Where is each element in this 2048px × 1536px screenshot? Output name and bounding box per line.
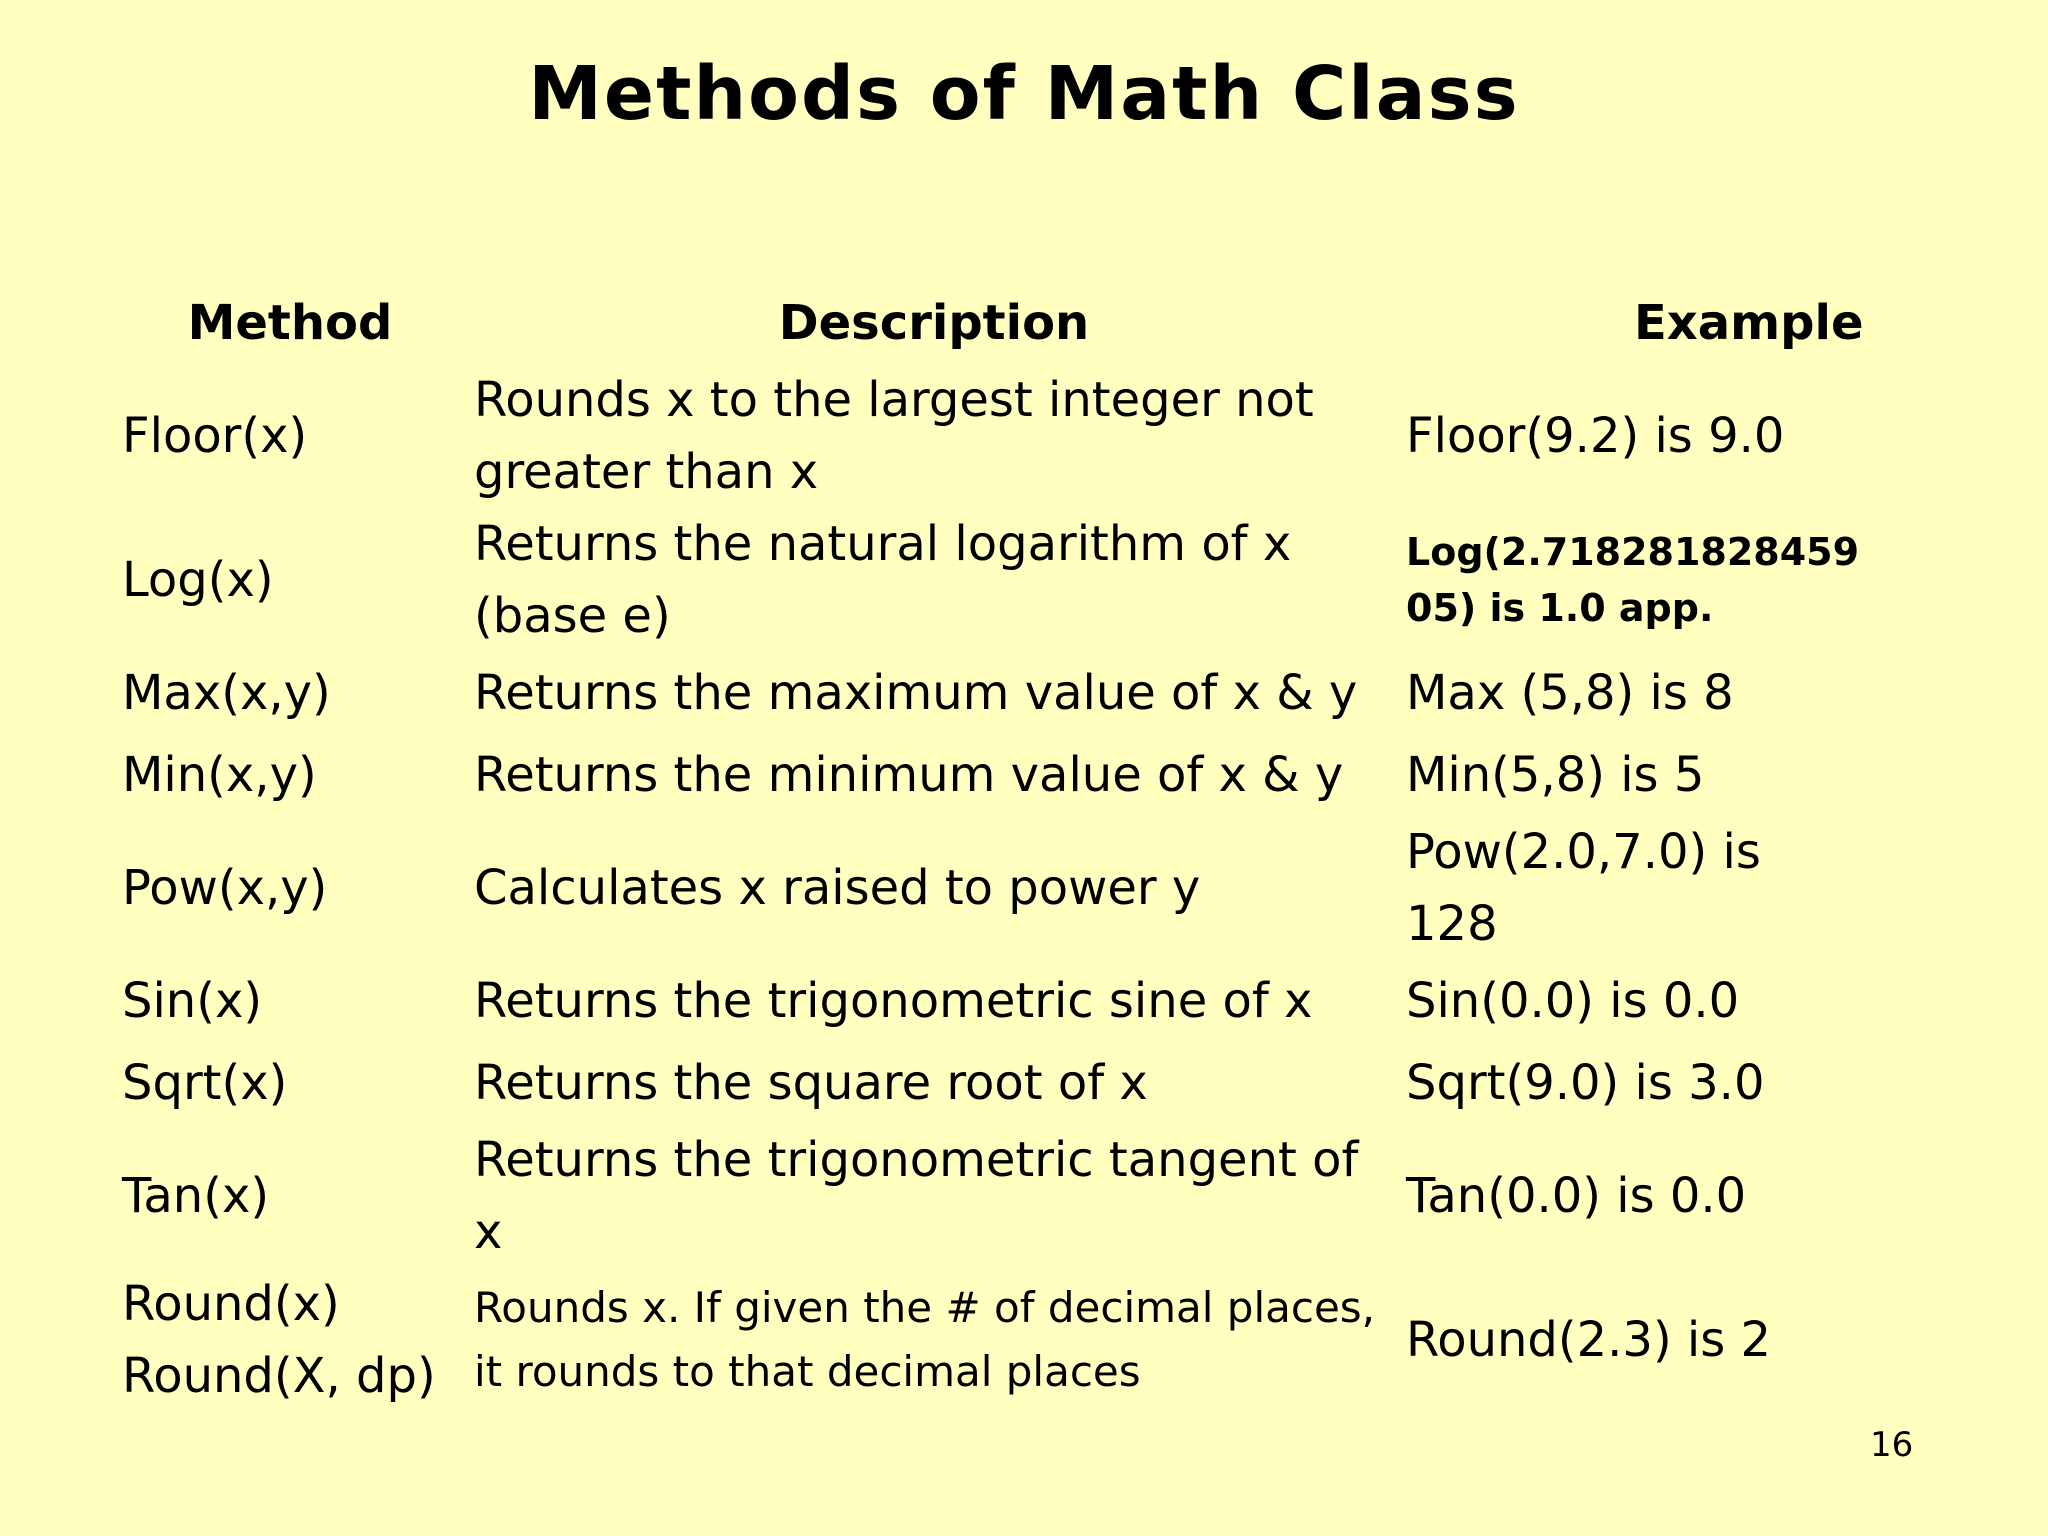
example-cell: Tan(0.0) is 0.0 <box>1406 1168 1747 1224</box>
table-row <box>112 508 1872 652</box>
description-cell: Returns the minimum value of x & y <box>474 747 1344 803</box>
example-cell: Sqrt(9.0) is 3.0 <box>1406 1055 1765 1111</box>
description-cell: Returns the maximum value of x & y <box>474 665 1358 721</box>
description-cell: Returns the trigonometric tangent of x <box>474 1132 1359 1260</box>
method-cell: Sqrt(x) <box>122 1055 288 1111</box>
method-cell: Min(x,y) <box>122 747 317 803</box>
example-line: Log(2.718281828459 <box>1406 530 1860 574</box>
example-cell: Sin(0.0) is 0.0 <box>1406 973 1740 1029</box>
slide-title: Methods of Math Class <box>528 51 1520 137</box>
description-cell: Returns the trigonometric sine of x <box>474 973 1313 1029</box>
header-description: Description <box>778 295 1090 351</box>
table-row <box>112 816 1872 960</box>
method-line: Round(x) <box>122 1276 340 1332</box>
table-row <box>112 960 1872 1042</box>
header-example: Example <box>1634 295 1864 351</box>
method-cell <box>112 1268 468 1412</box>
description-cell: Returns the square root of x <box>474 1055 1148 1111</box>
description-cell: Rounds x to the largest integer not greater than x <box>474 372 1314 500</box>
description-cell: Returns the natural logarithm of x (base e) <box>474 516 1292 644</box>
method-cell: Floor(x) <box>122 408 308 464</box>
example-cell: Floor(9.2) is 9.0 <box>1406 408 1785 464</box>
table-row <box>112 734 1872 816</box>
example-cell: Max (5,8) is 8 <box>1406 665 1734 721</box>
example-cell: Round(2.3) is 2 <box>1406 1312 1772 1368</box>
table-row <box>112 1268 1872 1412</box>
method-cell: Sin(x) <box>122 973 263 1029</box>
header-method: Method <box>187 295 393 351</box>
description-text: Rounds x. If given the # of decimal places, it rounds to that decimal places <box>474 1283 1376 1396</box>
method-line: Round(X, dp) <box>122 1348 436 1404</box>
table-header-row <box>112 282 1872 364</box>
method-cell: Tan(x) <box>122 1168 270 1224</box>
table-row <box>112 364 1872 508</box>
table-row <box>112 1042 1872 1124</box>
method-cell: Max(x,y) <box>122 665 331 721</box>
table-row <box>112 652 1872 734</box>
table-row <box>112 1124 1872 1268</box>
example-cell: Pow(2.0,7.0) is 128 <box>1406 824 1761 952</box>
example-cell <box>1400 508 1872 652</box>
method-cell: Log(x) <box>122 552 274 608</box>
example-cell: Min(5,8) is 5 <box>1406 747 1705 803</box>
description-cell <box>468 1268 1400 1412</box>
math-methods-table <box>112 282 1872 1412</box>
example-line: 05) is 1.0 app. <box>1406 586 1714 630</box>
description-cell: Calculates x raised to power y <box>474 860 1201 916</box>
method-cell: Pow(x,y) <box>122 860 328 916</box>
page-number: 16 <box>1870 1425 1914 1465</box>
